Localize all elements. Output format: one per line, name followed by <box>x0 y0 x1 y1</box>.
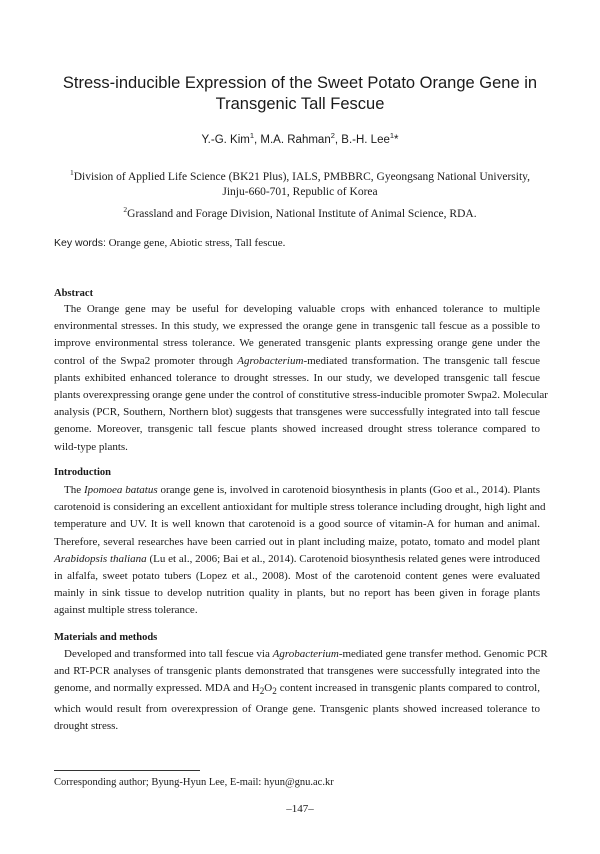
introduction-line <box>54 551 540 568</box>
italic-term: Arabidopsis thaliana <box>54 552 147 565</box>
text-run: Developed and transformed into tall fescue via <box>64 648 273 660</box>
author-affiliation-marker: 1 <box>249 131 255 140</box>
author-list <box>0 131 600 146</box>
author-affiliation-marker: 2 <box>330 131 335 140</box>
abstract-line: plants overexpressing orange gene under the control of constitutive stress-inducible promoter Swpa2. Molecular <box>54 389 548 402</box>
affiliation-marker: 2 <box>123 205 128 214</box>
abstract-line: improve environmental stress tolerance. We generated transgenic plants expressing orange gene under the <box>54 337 540 350</box>
author-separator: , <box>254 133 261 146</box>
abstract-line: The Orange gene may be useful for developing valuable crops with enhanced tolerance to multiple <box>64 303 540 315</box>
text-run: content increased in transgenic plants compared to control, <box>276 682 540 695</box>
introduction-line: temperature and UV. It is well known that carotenoid is a good source of vitamin-A for human and animal. <box>54 518 540 531</box>
affiliation-1 <box>0 168 600 183</box>
abstract-heading: Abstract <box>54 288 94 299</box>
introduction-line: in alfalfa, sweet potato tubers (Lopez et al., 2008). Most of the carotenoid content genes were evaluated <box>54 570 540 583</box>
corresponding-author-mark: * <box>394 133 399 146</box>
abstract-line: plants exhibited enhanced tolerance to drought stresses. In our study, we developed transgenic tall fescue <box>54 371 540 384</box>
abstract-line: environmental stresses. In this study, we expressed the orange gene in transgenic tall fescue as a possible to <box>54 320 540 333</box>
author-name: M.A. Rahman <box>260 133 331 146</box>
methods-line <box>54 646 548 663</box>
affiliation-text: Grassland and Forage Division, National Institute of Animal Science, RDA. <box>127 207 477 220</box>
introduction-paragraph <box>54 482 546 620</box>
introduction-line: Therefore, several researches have been carried out in plant including maize, potato, tomato and model plant <box>54 535 540 548</box>
corresponding-author-footnote: Corresponding author; Byung-Hyun Lee, E-mail: hyun@gnu.ac.kr <box>54 777 334 788</box>
methods-heading: Materials and methods <box>54 632 158 643</box>
methods-line: and RT-PCR analyses of transgenic plants demonstrated that transgenes were successfully integrated into the <box>54 665 540 678</box>
introduction-line <box>54 482 540 499</box>
affiliation-1-continued: Jinju-660-701, Republic of Korea <box>222 186 378 198</box>
keywords <box>54 237 285 249</box>
introduction-line: mainly in sink tissue to develop nutrition quality in plants, but no report has been given in forage plants <box>54 587 540 600</box>
paper-title-line-2: Transgenic Tall Fescue <box>215 95 385 113</box>
introduction-heading: Introduction <box>54 467 111 478</box>
text-run: (Lu et al., 2006; Bai et al., 2014). Carotenoid biosynthesis related genes were introduced <box>146 552 541 565</box>
paper-title-line-1: Stress-inducible Expression of the Sweet Potato Orange Gene in <box>62 74 538 92</box>
methods-line: which would result from overexpression of Orange gene. Transgenic plants showed increased tolerance to <box>54 702 540 715</box>
author-name: Y.-G. Kim <box>201 133 250 146</box>
introduction-line: carotenoid is considering an excellent antioxidant for multiple stress tolerance including drought, high light and <box>54 501 546 514</box>
methods-line <box>54 680 540 700</box>
italic-term: Agrobacterium <box>272 648 339 660</box>
abstract-paragraph <box>54 301 548 456</box>
methods-paragraph <box>54 646 548 735</box>
italic-term: Agrobacterium <box>237 354 304 367</box>
author-affiliation-marker: 1 <box>389 131 395 140</box>
text-run: genome, and normally expressed. MDA and H <box>54 682 260 695</box>
affiliation-2 <box>0 205 600 220</box>
subscript: 2 <box>272 686 277 697</box>
text-run: The <box>64 484 84 496</box>
keywords-text: Orange gene, Abiotic stress, Tall fescue. <box>108 237 286 249</box>
abstract-line <box>54 353 540 370</box>
text-run: -mediated gene transfer method. Genomic PCR <box>338 648 548 660</box>
footnote-divider <box>54 770 200 771</box>
page-number: –147– <box>286 803 314 815</box>
text-run: O <box>264 682 273 695</box>
affiliation-marker: 1 <box>69 168 74 177</box>
italic-term: Ipomoea batatus <box>83 484 158 496</box>
text-run: -mediated transformation. The transgenic tall fescue <box>303 354 540 367</box>
text-run: control of the Swpa2 promoter through <box>54 354 238 367</box>
author-separator: , <box>334 133 342 146</box>
abstract-line: genome. Moreover, transgenic tall fescue plants showed increased drought stress tolerance compared to <box>54 423 540 436</box>
abstract-line: wild-type plants. <box>54 440 128 453</box>
author-name: B.-H. Lee <box>341 133 390 146</box>
abstract-line: analysis (PCR, Southern, Northern blot) suggests that transgenes were successfully integrated into tall fescue <box>54 406 540 419</box>
keywords-label: Key words: <box>54 237 106 249</box>
subscript: 2 <box>259 686 265 697</box>
affiliation-text: Division of Applied Life Science (BK21 Plus), IALS, PMBBRC, Gyeongsang National University, <box>73 170 531 183</box>
introduction-line: against multiple stress tolerance. <box>54 604 198 617</box>
methods-line: drought stress. <box>54 720 119 732</box>
text-run: orange gene is, involved in carotenoid biosynthesis in plants (Goo et al., 2014). Plants <box>157 484 540 496</box>
